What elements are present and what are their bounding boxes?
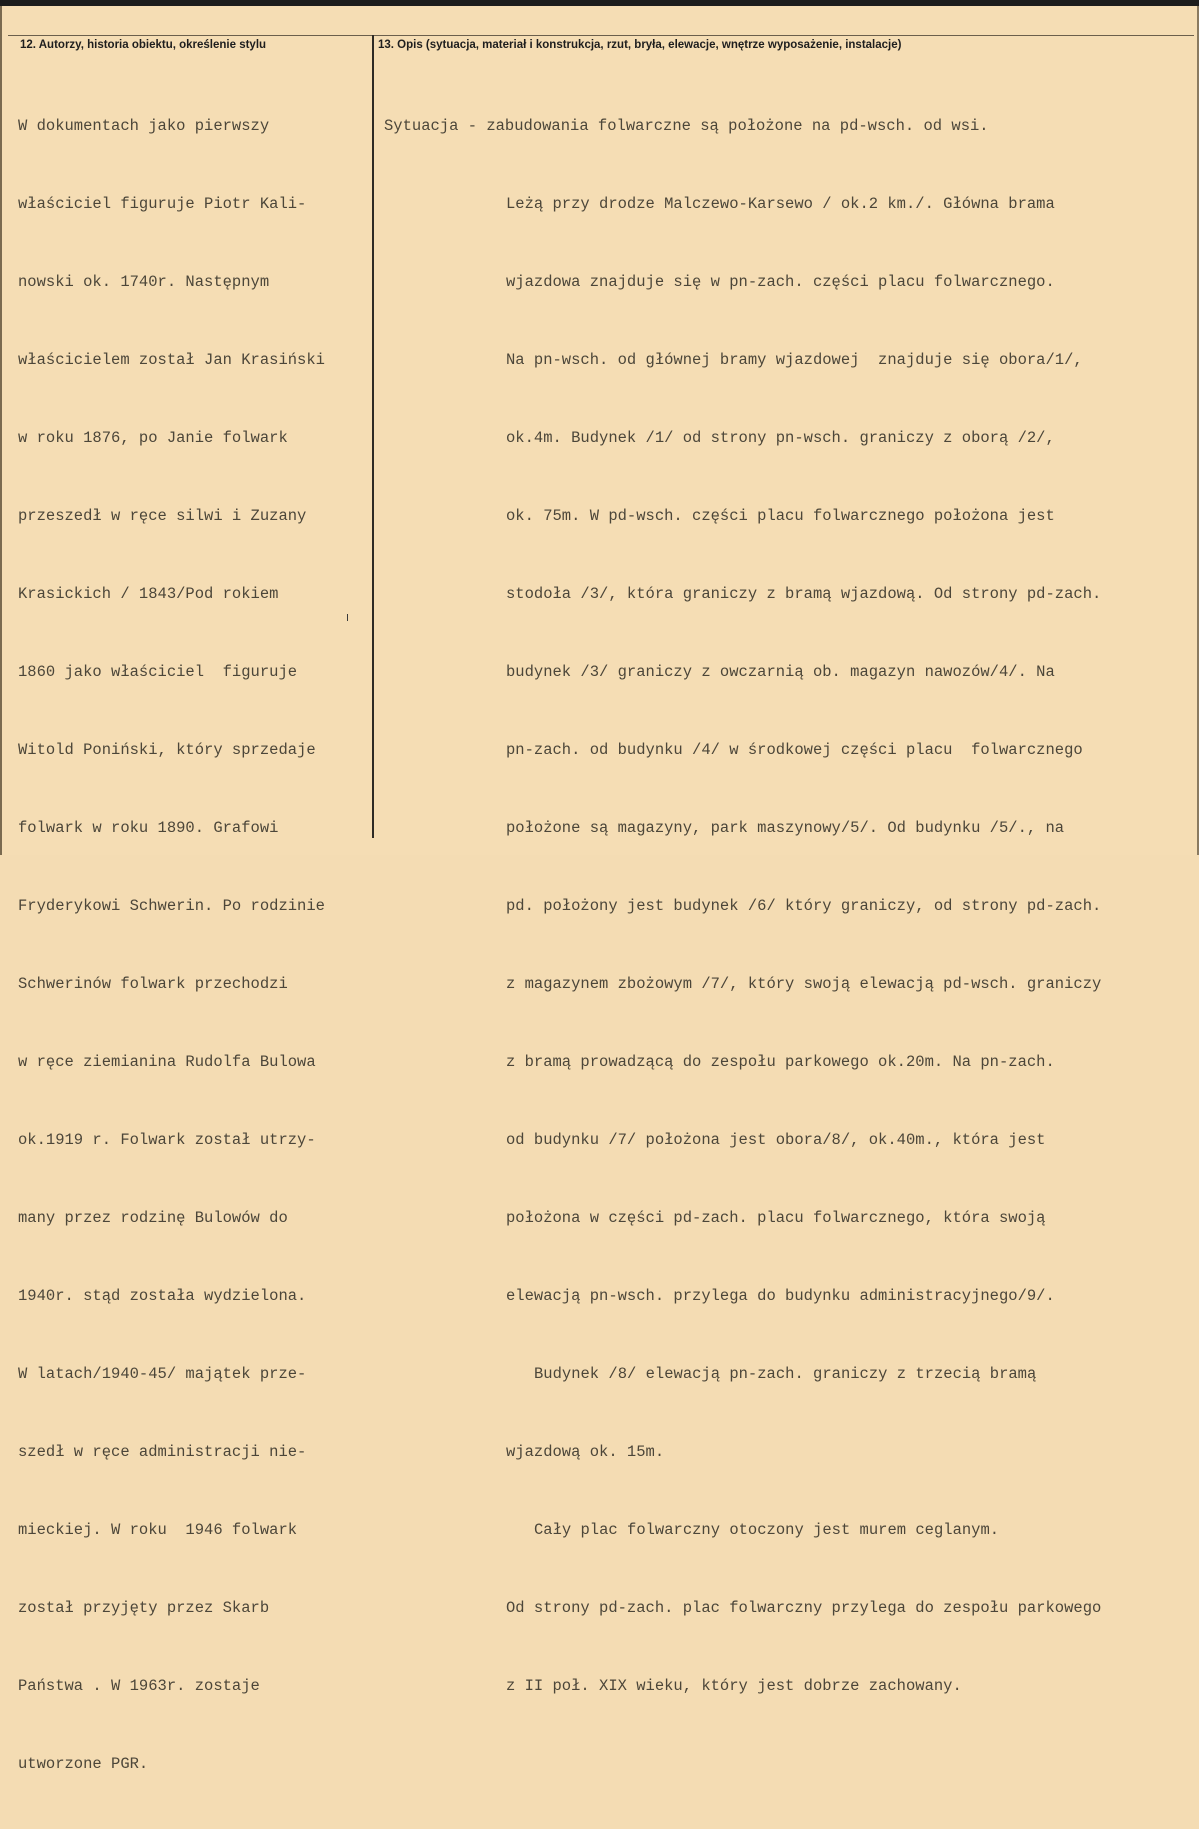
text-line: ok. 75m. W pd-wsch. części placu folwarcznego położona jest [506,507,1055,525]
text-line: z bramą prowadzącą do zespołu parkowego ok.20m. Na pn-zach. [506,1053,1055,1071]
text-line: ok.4m. Budynek /1/ od strony pn-wsch. graniczy z oborą /2/, [506,429,1055,447]
text-line: budynek /3/ graniczy z owczarnią ob. magazyn nawozów/4/. Na [506,663,1055,681]
text-line: ok.1919 r. Folwark został utrzy- [18,1131,316,1149]
text-line: 1940r. stąd została wydzielona. [18,1287,307,1305]
column-divider [372,35,374,838]
text-line: W dokumentach jako pierwszy [18,117,270,135]
page-left-edge [0,6,2,855]
text-line: właścicielem został Jan Krasiński [18,351,325,369]
text-line: elewacją pn-wsch. przylega do budynku administracyjnego/9/. [506,1287,1055,1305]
text-line: Państwa . W 1963r. zostaje [18,1677,260,1695]
text-line: pd. położony jest budynek /6/ który graniczy, od strony pd-zach. [506,897,1102,915]
margin-tick [347,614,348,621]
text-line: Krasickich / 1843/Pod rokiem [18,585,279,603]
text-line: nowski ok. 1740r. Następnym [18,273,270,291]
text-line: many przez rodzinę Bulowów do [18,1209,288,1227]
text-line: z II poł. XIX wieku, który jest dobrze zachowany. [506,1677,962,1695]
text-line: szedł w ręce administracji nie- [18,1443,307,1461]
text-line: pn-zach. od budynku /4/ w środkowej części placu folwarcznego [506,741,1083,759]
text-line: stodoła /3/, która graniczy z bramą wjazdową. Od strony pd-zach. [506,585,1102,603]
text-line: w roku 1876, po Janie folwark [18,429,288,447]
text-line: Cały plac folwarczny otoczony jest murem ceglanym. [534,1521,1000,1539]
scan-top-edge [0,0,1199,6]
text-line: od budynku /7/ położona jest obora/8/, ok.40m., która jest [506,1131,1046,1149]
text-line: wjazdową ok. 15m. [506,1443,665,1461]
text-line: Na pn-wsch. od głównej bramy wjazdowej znajduje się obora/1/, [506,351,1083,369]
section-12-header: 12. Autorzy, historia obiektu, określenie stylu [20,39,267,51]
text-line: przeszedł w ręce silwi i Zuzany [18,507,307,525]
text-line: Witold Poniński, który sprzedaje [18,741,316,759]
text-line: Sytuacja - zabudowania folwarczne są położone na pd-wsch. od wsi. [384,117,989,135]
text-line: wjazdowa znajduje się w pn-zach. części placu folwarcznego. [506,273,1055,291]
description-text [384,61,1101,1751]
text-line: Schwerinów folwark przechodzi [18,975,288,993]
text-line: z magazynem zbożowym /7/, który swoją elewacją pd-wsch. graniczy [506,975,1102,993]
text-line: został przyjęty przez Skarb [18,1599,270,1617]
text-line: Leżą przy drodze Malczewo-Karsewo / ok.2 km./. Główna brama [506,195,1055,213]
text-line: mieckiej. W roku 1946 folwark [18,1521,298,1539]
text-line: utworzone PGR. [18,1755,149,1773]
text-line: folwark w roku 1890. Grafowi [18,819,279,837]
history-text [18,61,325,1829]
text-line: Od strony pd-zach. plac folwarczny przylega do zespołu parkowego [506,1599,1102,1617]
text-line: W latach/1940-45/ majątek prze- [18,1365,307,1383]
section-13-header: 13. Opis (sytuacja, materiał i konstrukcja, rzut, bryła, elewacje, wnętrze wyposażenie, instalacje) [378,39,902,51]
text-line: Fryderykowi Schwerin. Po rodzinie [18,897,325,915]
text-line: 1860 jako właściciel figuruje [18,663,298,681]
header-rule [8,35,1194,36]
text-line: położona w części pd-zach. placu folwarcznego, która swoją [506,1209,1046,1227]
text-line: właściciel figuruje Piotr Kali- [18,195,307,213]
text-line: Budynek /8/ elewacją pn-zach. graniczy z trzecią bramą [534,1365,1037,1383]
text-line: w ręce ziemianina Rudolfa Bulowa [18,1053,316,1071]
text-line: położone są magazyny, park maszynowy/5/. Od budynku /5/., na [506,819,1065,837]
